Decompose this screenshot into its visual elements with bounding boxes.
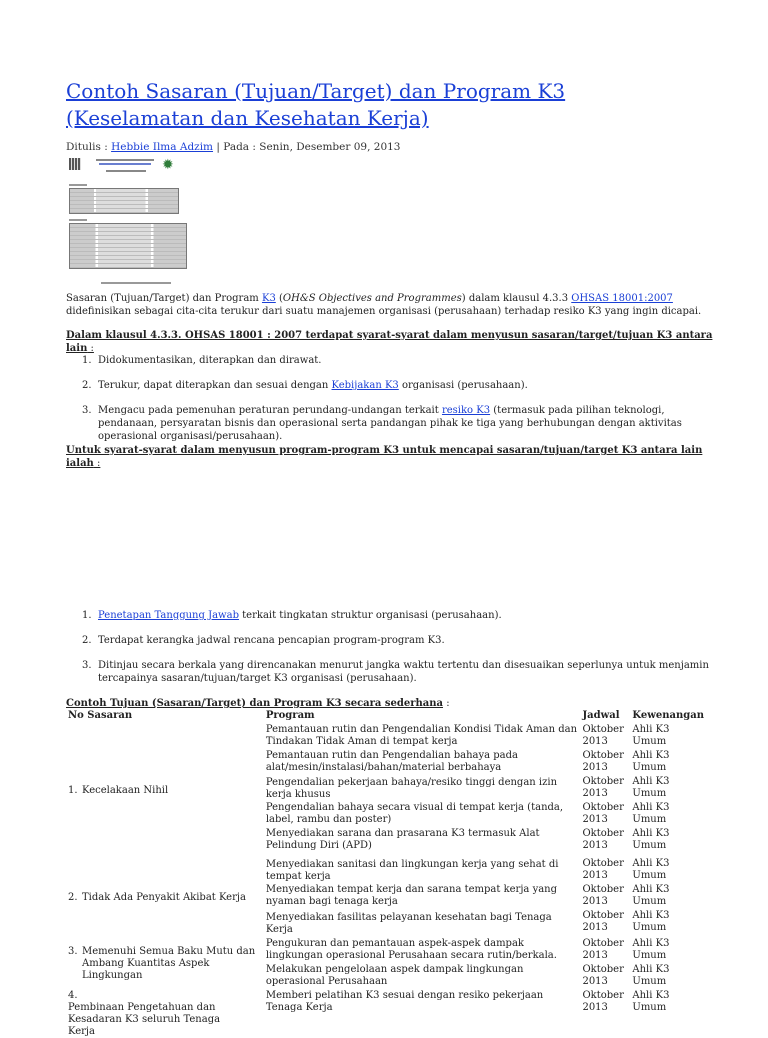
- kewenangan-cell: Ahli K3 Umum: [632, 884, 670, 907]
- jadwal-cell: Oktober 2013: [582, 938, 624, 961]
- jadwal-cell: Oktober 2013: [582, 858, 624, 881]
- jadwal-cell: Oktober 2013: [582, 828, 624, 851]
- list-item: 2. Terdapat kerangka jadwal rencana pencapian program-program K3.: [82, 635, 445, 646]
- section2-heading: Untuk syarat-syarat dalam menyusun program-program K3 untuk mencapai sasaran/tujuan/target K3 antara lain ialah :: [66, 445, 703, 469]
- sasaran-cell: 2. Tidak Ada Penyakit Akibat Kerja: [68, 892, 246, 903]
- gear-logo-icon: ✹: [162, 157, 174, 173]
- table-row: [66, 938, 706, 964]
- kewenangan-cell: Ahli K3 Umum: [632, 990, 670, 1013]
- document-thumbnail-image: [66, 156, 196, 288]
- byline: [66, 141, 400, 155]
- kewenangan-cell: Ahli K3 Umum: [632, 910, 670, 933]
- jadwal-cell: Oktober 2013: [582, 884, 624, 907]
- kebijakan-k3-link[interactable]: Kebijakan K3: [331, 380, 399, 391]
- program-cell: Melakukan pengelolaan aspek dampak lingkungan operasional Perusahaan: [265, 964, 524, 987]
- ohsas-link[interactable]: OHSAS 18001:2007: [571, 293, 673, 304]
- kewenangan-cell: Ahli K3 Umum: [632, 858, 670, 881]
- jadwal-cell: Oktober 2013: [582, 990, 624, 1013]
- program-cell: Memberi pelatihan K3 sesuai dengan resiko pekerjaan Tenaga Kerja: [265, 990, 544, 1013]
- sasaran-cell: 3. Memenuhi Semua Baku Mutu dan Ambang Kuantitas Aspek Lingkungan: [68, 946, 256, 981]
- col-header-jadwal: Jadwal: [582, 710, 620, 721]
- list-item: 1. Didokumentasikan, diterapkan dan dirawat.: [82, 355, 322, 366]
- resiko-k3-link[interactable]: resiko K3: [441, 405, 491, 416]
- jadwal-cell: Oktober 2013: [582, 964, 624, 987]
- kewenangan-cell: Ahli K3 Umum: [632, 802, 670, 825]
- k3-link[interactable]: K3: [261, 293, 276, 304]
- jadwal-cell: Oktober 2013: [582, 776, 624, 799]
- col-header-program: Program: [265, 710, 315, 721]
- program-cell: Menyediakan fasilitas pelayanan kesehatan bagi Tenaga Kerja: [265, 912, 552, 935]
- program-cell: Pengukuran dan pemantauan aspek-aspek dampak lingkungan operasional Perusahaan secara rutin/berkala.: [265, 938, 557, 961]
- penetapan-tanggung-jawab-link[interactable]: Penetapan Tanggung Jawab: [98, 610, 239, 621]
- kewenangan-cell: Ahli K3 Umum: [632, 750, 670, 773]
- kewenangan-cell: Ahli K3 Umum: [632, 828, 670, 851]
- table-row: [66, 724, 706, 750]
- program-cell: Pengendalian bahaya secara visual di tempat kerja (tanda, label, rambu dan poster): [265, 802, 564, 825]
- col-header-no-sasaran: No Sasaran: [68, 710, 133, 721]
- table-header-row: [66, 710, 706, 724]
- intro-paragraph: Sasaran (Tujuan/Target) dan Program K3 (OH&S Objectives and Programmes) dalam klausul 4.3.3 OHSAS 18001:2007 didefinisikan sebagai cita-cita terukur dari suatu manajemen organisasi (perusahaan) terhadap resiko K3 yang ingin dicapai.: [66, 293, 702, 317]
- program-cell: Menyediakan sarana dan prasarana K3 termasuk Alat Pelindung Diri (APD): [265, 828, 540, 851]
- col-header-kewenangan: Kewenangan: [632, 710, 704, 721]
- kewenangan-cell: Ahli K3 Umum: [632, 724, 670, 747]
- jadwal-cell: Oktober 2013: [582, 750, 624, 773]
- byline-prefix: Ditulis :: [66, 141, 112, 153]
- jadwal-cell: Oktober 2013: [582, 802, 624, 825]
- section2-list: [82, 609, 722, 697]
- program-cell: Pemantauan rutin dan Pengendalian bahaya pada alat/mesin/instalasi/bahan/material berbahaya: [265, 750, 518, 773]
- section1-list: [82, 354, 722, 455]
- sasaran-cell: 4.Pembinaan Pengetahuan dan Kesadaran K3 seluruh Tenaga Kerja: [68, 990, 221, 1037]
- kewenangan-cell: Ahli K3 Umum: [632, 938, 670, 961]
- author-link[interactable]: Hebbie Ilma Adzim: [111, 141, 214, 153]
- list-item: 1. Penetapan Tanggung Jawab terkait tingkatan struktur organisasi (perusahaan).: [82, 610, 502, 621]
- kewenangan-cell: Ahli K3 Umum: [632, 776, 670, 799]
- section1-heading: Dalam klausul 4.3.3. OHSAS 18001 : 2007 terdapat syarat-syarat dalam menyusun sasaran/target/tujuan K3 antara lain :: [66, 330, 713, 354]
- program-cell: Pemantauan rutin dan Pengendalian Kondisi Tidak Aman dan Tindakan Tidak Aman di tempat kerja: [265, 724, 578, 747]
- list-item: 3. Mengacu pada pemenuhan peraturan perundang-undangan terkait resiko K3 (termasuk pada pilihan teknologi, pendanaan, persyaratan bisnis dan operasional serta pandangan pihak ke tiga yang berhubungan dengan aktivitas operasional organisasi/perusahaan).: [82, 405, 682, 442]
- list-item: 2. Terukur, dapat diterapkan dan sesuai dengan Kebijakan K3 organisasi (perusahaan).: [82, 380, 528, 391]
- program-cell: Pengendalian pekerjaan bahaya/resiko tinggi dengan izin kerja khusus: [265, 777, 558, 800]
- jadwal-cell: Oktober 2013: [582, 724, 624, 747]
- sasaran-cell: 1. Kecelakaan Nihil: [68, 785, 169, 796]
- program-cell: Menyediakan sanitasi dan lingkungan kerja yang sehat di tempat kerja: [265, 859, 559, 882]
- article-title[interactable]: Contoh Sasaran (Tujuan/Target) dan Program K3 (Keselamatan dan Kesehatan Kerja): [66, 79, 566, 130]
- kewenangan-cell: Ahli K3 Umum: [632, 964, 670, 987]
- qr-code-icon: [69, 158, 81, 170]
- table-row: [66, 990, 706, 1038]
- table-caption: Contoh Tujuan (Sasaran/Target) dan Program K3 secara sederhana :: [66, 698, 450, 709]
- table-row: [66, 858, 706, 884]
- jadwal-cell: Oktober 2013: [582, 910, 624, 933]
- program-cell: Menyediakan tempat kerja dan sarana tempat kerja yang nyaman bagi tenaga kerja: [265, 884, 558, 907]
- list-item: 3. Ditinjau secara berkala yang direncanakan menurut jangka waktu tertentu dan disesuaikan seperlunya untuk menjamin tercapainya sasaran/tujuan/target K3 organisasi (perusahaan).: [82, 660, 709, 684]
- byline-date: | Pada : Senin, Desember 09, 2013: [213, 141, 401, 153]
- k3-program-table: [66, 710, 706, 1038]
